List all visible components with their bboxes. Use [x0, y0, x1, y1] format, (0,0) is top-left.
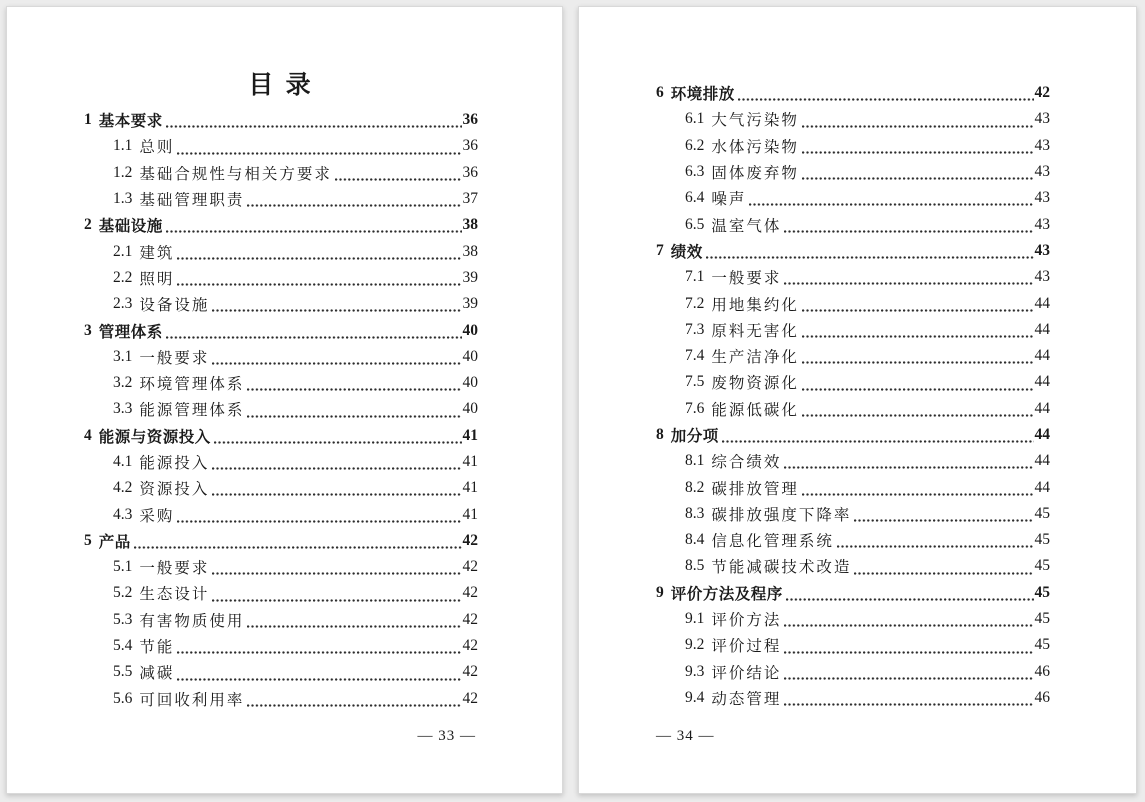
toc-entry-page: 40: [462, 400, 478, 418]
dot-leader: [854, 571, 1033, 576]
toc-entry-number: 9: [656, 583, 664, 601]
toc-entry-page: 45: [1034, 531, 1050, 549]
toc-entry[interactable]: [84, 160, 478, 186]
toc-entry[interactable]: [84, 212, 478, 238]
toc-entry-label: 能源投入: [139, 455, 210, 472]
page-number-footer-right: — 34 —: [656, 728, 715, 744]
toc-entry[interactable]: [84, 475, 478, 501]
toc-entry[interactable]: [656, 659, 1050, 685]
toc-entry[interactable]: [656, 80, 1050, 106]
toc-entry[interactable]: [656, 185, 1050, 211]
toc-entry-label: 节能减碳技术改造: [711, 559, 852, 577]
toc-entry-number: 6.5: [685, 215, 705, 233]
toc-entry-number: 7.5: [685, 373, 705, 391]
toc-entry[interactable]: [656, 685, 1050, 711]
toc-entry-number: 8: [656, 426, 664, 443]
toc-entry-label: 用地集约化: [711, 296, 799, 314]
toc-entry[interactable]: [656, 290, 1050, 316]
dot-leader: [247, 414, 461, 419]
toc-entry-number: 6.1: [685, 110, 705, 128]
toc-entry-label: 综合绩效: [711, 454, 782, 472]
toc-entry-number: 2.2: [113, 268, 133, 286]
toc-entry[interactable]: [656, 343, 1050, 369]
toc-entry[interactable]: [656, 474, 1050, 500]
dot-leader: [247, 203, 461, 208]
toc-entry-label: 一般要求: [711, 270, 782, 288]
toc-entry-label: 评价方法及程序: [670, 585, 783, 603]
toc-entry-label: 产品: [98, 533, 131, 551]
dot-leader: [802, 413, 1034, 418]
dot-leader: [749, 202, 1033, 207]
toc-entry-page: 43: [1034, 268, 1050, 286]
toc-entry[interactable]: [84, 449, 478, 475]
dot-leader: [177, 256, 461, 261]
toc-entry-label: 能源管理体系: [139, 402, 245, 420]
toc-entry[interactable]: [84, 554, 478, 580]
dot-leader: [212, 466, 461, 471]
toc-entry[interactable]: [84, 528, 478, 554]
toc-entry-number: 2.1: [113, 242, 133, 260]
dot-leader: [212, 492, 461, 497]
toc-entry-page: 40: [462, 374, 478, 392]
toc-entry[interactable]: [656, 317, 1050, 343]
toc-entry-label: 一般要求: [139, 349, 210, 367]
toc-entry-page: 44: [1034, 294, 1050, 312]
toc-entry-page: 45: [1034, 504, 1050, 522]
toc-entry-page: 45: [1034, 610, 1050, 628]
toc-title: 目 录: [248, 72, 314, 99]
toc-entry-page: 39: [462, 295, 478, 313]
toc-entry-page: 45: [1034, 636, 1050, 654]
toc-entry-number: 9.4: [685, 688, 705, 706]
toc-entry-label: 总则: [139, 139, 175, 157]
toc-entry-number: 5: [84, 531, 92, 549]
toc-entry[interactable]: [84, 317, 478, 343]
toc-entry-number: 8.2: [685, 478, 705, 496]
dot-leader: [784, 281, 1033, 286]
toc-entry-label: 评价过程: [711, 638, 782, 656]
toc-entry[interactable]: [656, 501, 1050, 527]
toc-entry[interactable]: [656, 422, 1050, 448]
dot-leader: [177, 650, 461, 655]
toc-entry-page: 44: [1034, 426, 1050, 443]
toc-entry-number: 5.3: [113, 610, 133, 628]
toc-entry-label: 建筑: [139, 244, 175, 262]
toc-entry-number: 3.3: [113, 400, 133, 418]
toc-entry-number: 3: [84, 321, 92, 339]
toc-entry-page: 41: [462, 505, 478, 523]
toc-entry[interactable]: [84, 501, 478, 527]
toc-entry-label: 管理体系: [98, 323, 163, 341]
toc-entry-page: 43: [1034, 163, 1050, 181]
toc-entry-number: 4: [84, 426, 92, 444]
toc-entry-number: 5.5: [113, 663, 133, 681]
toc-entry-number: 3.1: [113, 347, 133, 365]
toc-entry[interactable]: [656, 553, 1050, 579]
toc-entry[interactable]: [84, 370, 478, 396]
toc-entry-number: 9.2: [685, 636, 705, 654]
toc-entry-label: 环境排放: [670, 86, 735, 104]
dot-leader: [177, 282, 461, 287]
toc-entry-label: 基础设施: [98, 218, 163, 236]
toc-entry-page: 38: [462, 216, 478, 234]
dot-leader: [166, 124, 462, 129]
toc-entry-label: 照明: [139, 270, 175, 288]
toc-entry-page: 36: [462, 163, 478, 181]
toc-list-left: [84, 107, 478, 712]
toc-entry-page: 42: [462, 558, 478, 576]
toc-entry-number: 3.2: [113, 374, 133, 392]
toc-page-right: [578, 6, 1137, 794]
toc-entry-page: 45: [1034, 557, 1050, 575]
toc-entry-number: 8.4: [685, 531, 705, 549]
dot-leader: [802, 124, 1034, 129]
toc-entry-label: 评价结论: [711, 664, 782, 682]
dot-leader: [212, 308, 461, 313]
toc-entry-page: 43: [1034, 241, 1050, 259]
toc-page-left: [6, 6, 563, 794]
toc-entry-label: 有害物质使用: [139, 612, 245, 630]
dot-leader: [802, 176, 1034, 181]
toc-entry-page: 44: [1034, 478, 1050, 496]
toc-entry-page: 43: [1034, 215, 1050, 233]
toc-entry-label: 可回收利用率: [139, 691, 245, 709]
toc-entry-number: 6.3: [685, 163, 705, 181]
toc-list-right: [656, 80, 1050, 711]
dot-leader: [212, 571, 461, 576]
toc-entry[interactable]: [656, 448, 1050, 474]
toc-entry-number: 2.3: [113, 295, 133, 313]
dot-leader: [212, 598, 461, 603]
toc-entry[interactable]: [656, 606, 1050, 632]
toc-entry-page: 46: [1034, 662, 1050, 680]
toc-entry-number: 6.2: [685, 136, 705, 154]
dot-leader: [786, 597, 1034, 602]
toc-entry-number: 9.1: [685, 610, 705, 628]
toc-entry-label: 水体污染物: [711, 138, 799, 156]
toc-entry-number: 5.1: [113, 558, 133, 576]
dot-leader: [837, 544, 1034, 549]
dot-leader: [802, 334, 1034, 339]
dot-leader: [784, 623, 1033, 628]
toc-entry[interactable]: [84, 186, 478, 212]
toc-entry-number: 8.3: [685, 504, 705, 522]
toc-entry-label: 废物资源化: [711, 375, 799, 393]
toc-entry-number: 5.4: [113, 637, 133, 655]
toc-entry-number: 1: [84, 111, 92, 129]
toc-entry[interactable]: [84, 633, 478, 659]
toc-entry-page: 41: [462, 453, 478, 470]
toc-entry-page: 42: [462, 663, 478, 681]
toc-entry-page: 40: [462, 347, 478, 365]
dot-leader: [802, 150, 1034, 155]
toc-entry-page: 41: [462, 479, 478, 497]
toc-entry[interactable]: [84, 133, 478, 159]
toc-entry-label: 基本要求: [98, 113, 163, 131]
toc-entry-label: 减碳: [139, 665, 175, 683]
toc-entry-number: 6: [656, 84, 664, 102]
toc-entry-label: 大气污染物: [711, 112, 799, 130]
toc-entry-page: 44: [1034, 452, 1050, 470]
toc-entry-label: 信息化管理系统: [711, 533, 834, 551]
toc-entry-number: 6.4: [685, 189, 705, 207]
toc-entry-page: 44: [1034, 373, 1050, 391]
toc-entry-number: 7.6: [685, 399, 705, 417]
toc-entry[interactable]: [656, 211, 1050, 237]
dot-leader: [784, 702, 1033, 707]
toc-entry-number: 1.1: [113, 137, 133, 155]
toc-entry-label: 资源投入: [139, 481, 210, 499]
toc-entry-label: 采购: [139, 507, 175, 525]
toc-entry-page: 37: [462, 190, 478, 208]
toc-entry[interactable]: [84, 291, 478, 317]
toc-entry-number: 8.1: [685, 452, 705, 470]
toc-entry-page: 46: [1034, 688, 1050, 706]
dot-leader: [802, 387, 1034, 392]
dot-leader: [784, 676, 1033, 681]
toc-entry-label: 生态设计: [139, 586, 210, 604]
dot-leader: [166, 229, 462, 234]
toc-entry-label: 碳排放强度下降率: [711, 506, 852, 524]
toc-entry[interactable]: [84, 659, 478, 685]
dot-leader: [802, 308, 1034, 313]
dot-leader: [247, 387, 461, 392]
toc-entry-number: 5.6: [113, 689, 133, 707]
toc-entry-number: 2: [84, 216, 92, 234]
toc-entry-page: 44: [1034, 399, 1050, 417]
page-number-footer-left: — 33 —: [417, 728, 476, 744]
toc-entry-label: 环境管理体系: [139, 376, 245, 394]
toc-entry-number: 8.5: [685, 557, 705, 575]
toc-entry-page: 39: [462, 268, 478, 286]
dot-leader: [214, 440, 462, 445]
dot-leader: [247, 703, 461, 708]
toc-entry-page: 42: [462, 584, 478, 602]
toc-entry[interactable]: [656, 396, 1050, 422]
toc-entry[interactable]: [656, 238, 1050, 264]
toc-entry-label: 一般要求: [139, 560, 210, 578]
dot-leader: [722, 439, 1034, 444]
toc-entry-number: 9.3: [685, 662, 705, 680]
toc-entry-number: 4.1: [113, 453, 133, 470]
toc-entry-label: 能源低碳化: [711, 401, 799, 419]
toc-entry-number: 7: [656, 241, 664, 259]
toc-entry[interactable]: [84, 344, 478, 370]
toc-entry[interactable]: [656, 133, 1050, 159]
toc-entry[interactable]: [656, 580, 1050, 606]
toc-entry-page: 44: [1034, 347, 1050, 365]
toc-entry-page: 42: [462, 610, 478, 628]
toc-entry[interactable]: [656, 632, 1050, 658]
toc-entry-number: 1.2: [113, 163, 133, 181]
toc-entry[interactable]: [84, 107, 478, 133]
toc-entry[interactable]: [84, 686, 478, 712]
toc-entry-page: 42: [462, 689, 478, 707]
toc-entry[interactable]: [656, 264, 1050, 290]
toc-entry-page: 42: [462, 531, 478, 549]
dot-leader: [738, 97, 1034, 102]
toc-content-left: [84, 71, 478, 712]
toc-entry-page: 43: [1034, 110, 1050, 128]
toc-entry-label: 基础合规性与相关方要求: [139, 165, 332, 183]
dot-leader: [706, 255, 1034, 260]
toc-entry-page: 42: [1034, 84, 1050, 102]
dot-leader: [802, 360, 1034, 365]
toc-entry-number: 7.2: [685, 294, 705, 312]
toc-entry-page: 42: [462, 637, 478, 655]
dot-leader: [802, 492, 1034, 497]
dot-leader: [784, 650, 1033, 655]
dot-leader: [177, 519, 461, 524]
toc-entry-number: 1.3: [113, 190, 133, 208]
toc-entry-label: 温室气体: [711, 217, 782, 235]
toc-entry[interactable]: [84, 238, 478, 264]
toc-entry-number: 7.3: [685, 320, 705, 338]
toc-entry-label: 加分项: [670, 428, 719, 445]
toc-entry-number: 4.2: [113, 479, 133, 497]
dot-leader: [134, 545, 462, 550]
toc-entry-label: 绩效: [670, 243, 703, 261]
toc-entry-label: 固体废弃物: [711, 165, 799, 183]
toc-entry[interactable]: [656, 159, 1050, 185]
dot-leader: [166, 335, 462, 340]
toc-entry-label: 原料无害化: [711, 322, 799, 340]
toc-entry-number: 4.3: [113, 505, 133, 523]
toc-entry-label: 碳排放管理: [711, 480, 799, 498]
toc-entry-page: 36: [462, 111, 478, 129]
toc-entry-number: 5.2: [113, 584, 133, 602]
dot-leader: [784, 465, 1033, 470]
toc-entry-page: 45: [1034, 583, 1050, 601]
toc-entry-label: 生产洁净化: [711, 349, 799, 367]
toc-entry-label: 评价方法: [711, 612, 782, 630]
dot-leader: [784, 229, 1033, 234]
toc-entry[interactable]: [84, 423, 478, 449]
dot-leader: [335, 177, 462, 182]
dot-leader: [247, 624, 461, 629]
toc-entry-page: 44: [1034, 320, 1050, 338]
toc-entry[interactable]: [84, 265, 478, 291]
toc-entry-number: 7.1: [685, 268, 705, 286]
toc-entry-number: 7.4: [685, 347, 705, 365]
dot-leader: [177, 677, 461, 682]
toc-entry-label: 基础管理职责: [139, 192, 245, 210]
dot-leader: [177, 151, 461, 156]
toc-entry[interactable]: [656, 106, 1050, 132]
toc-entry-page: 40: [462, 321, 478, 339]
toc-entry-label: 能源与资源投入: [98, 428, 211, 446]
toc-entry[interactable]: [656, 369, 1050, 395]
toc-entry-label: 动态管理: [711, 690, 782, 708]
toc-entry-label: 噪声: [711, 191, 747, 209]
dot-leader: [854, 518, 1033, 523]
toc-content-right: [656, 80, 1050, 711]
toc-entry[interactable]: [84, 607, 478, 633]
toc-entry-label: 节能: [139, 639, 175, 657]
toc-entry-page: 43: [1034, 136, 1050, 154]
toc-entry-page: 43: [1034, 189, 1050, 207]
toc-entry[interactable]: [656, 527, 1050, 553]
dot-leader: [212, 361, 461, 366]
toc-entry-page: 36: [462, 137, 478, 155]
toc-entry-label: 设备设施: [139, 297, 210, 315]
toc-entry[interactable]: [84, 396, 478, 422]
toc-entry-page: 41: [462, 426, 478, 444]
toc-entry[interactable]: [84, 580, 478, 606]
toc-entry-page: 38: [462, 242, 478, 260]
